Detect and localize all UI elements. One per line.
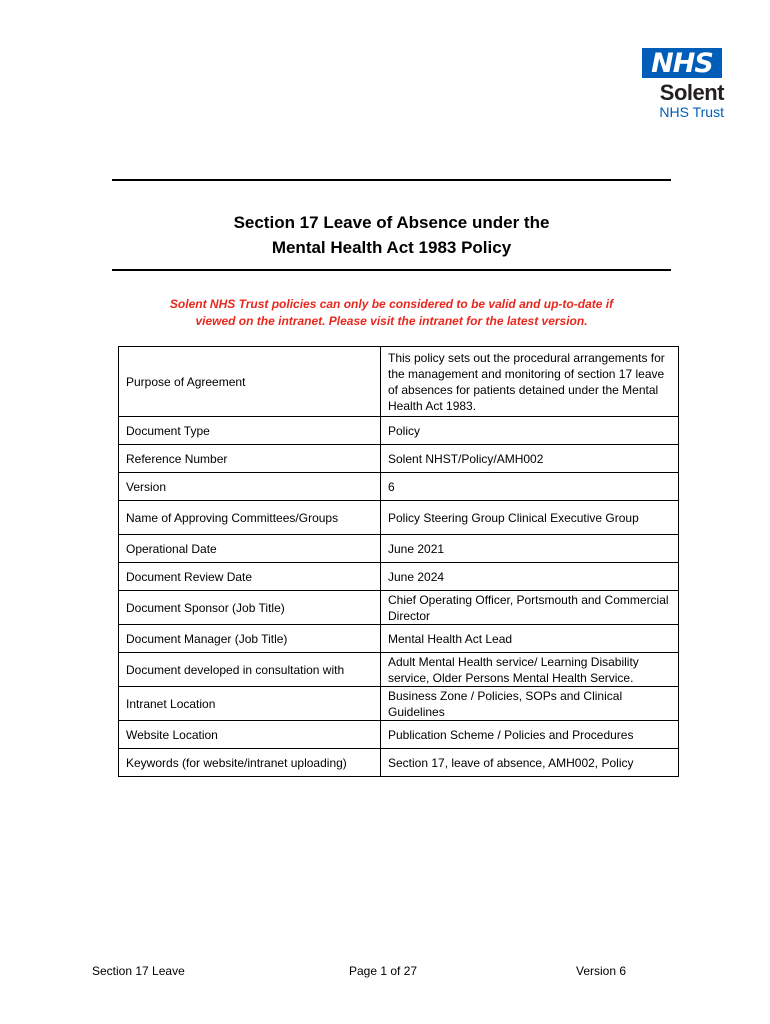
table-cell-label: Website Location	[119, 721, 381, 749]
table-row	[119, 501, 679, 535]
table-row	[119, 687, 679, 721]
table-row	[119, 417, 679, 445]
policy-info-table-body	[119, 347, 679, 777]
table-cell-value: Adult Mental Health service/ Learning Disability service, Older Persons Mental Health Service.	[381, 653, 679, 687]
nhs-logo-mark: NHS	[642, 48, 722, 78]
intranet-notice	[112, 296, 671, 330]
table-cell-label: Document Review Date	[119, 563, 381, 591]
footer-page-number: Page 1 of 27	[349, 964, 418, 978]
table-cell-label: Version	[119, 473, 381, 501]
logo-org-subtitle: NHS Trust	[659, 104, 724, 120]
title-line-2: Mental Health Act 1983 Policy	[271, 238, 512, 257]
table-row	[119, 563, 679, 591]
table-cell-label: Operational Date	[119, 535, 381, 563]
table-cell-label: Purpose of Agreement	[119, 347, 381, 417]
nhs-solent-logo	[640, 48, 724, 120]
table-cell-label: Document developed in consultation with	[119, 653, 381, 687]
table-cell-value: June 2021	[381, 535, 679, 563]
table-row	[119, 535, 679, 563]
table-cell-value: Policy Steering Group Clinical Executive Group	[381, 501, 679, 535]
title-top-rule	[112, 179, 671, 181]
table-cell-value: This policy sets out the procedural arrangements for the management and monitoring of section 17 leave of absences for patients detained under the Mental Health Act 1983.	[381, 347, 679, 417]
table-cell-label: Name of Approving Committees/Groups	[119, 501, 381, 535]
document-title	[112, 210, 671, 260]
title-line-1: Section 17 Leave of Absence under the	[233, 213, 550, 232]
table-cell-label: Document Sponsor (Job Title)	[119, 591, 381, 625]
table-cell-value: Chief Operating Officer, Portsmouth and Commercial Director	[381, 591, 679, 625]
policy-info-table	[118, 346, 679, 777]
notice-line-2: viewed on the intranet. Please visit the intranet for the latest version.	[195, 314, 588, 328]
table-cell-value: Section 17, leave of absence, AMH002, Policy	[381, 749, 679, 777]
table-row	[119, 749, 679, 777]
table-cell-value: Mental Health Act Lead	[381, 625, 679, 653]
table-row	[119, 591, 679, 625]
table-cell-value: Solent NHST/Policy/AMH002	[381, 445, 679, 473]
table-row	[119, 625, 679, 653]
table-cell-label: Reference Number	[119, 445, 381, 473]
table-cell-label: Intranet Location	[119, 687, 381, 721]
table-cell-value: 6	[381, 473, 679, 501]
footer-document-name: Section 17 Leave	[92, 964, 185, 978]
table-cell-label: Keywords (for website/intranet uploading)	[119, 749, 381, 777]
table-row	[119, 721, 679, 749]
table-row	[119, 445, 679, 473]
logo-org-name: Solent	[659, 80, 724, 105]
table-row	[119, 653, 679, 687]
table-cell-value: Business Zone / Policies, SOPs and Clinical Guidelines	[381, 687, 679, 721]
table-row	[119, 473, 679, 501]
table-cell-label: Document Type	[119, 417, 381, 445]
table-cell-value: Policy	[381, 417, 679, 445]
table-cell-value: Publication Scheme / Policies and Procedures	[381, 721, 679, 749]
table-cell-value: June 2024	[381, 563, 679, 591]
title-bottom-rule	[112, 269, 671, 271]
table-cell-label: Document Manager (Job Title)	[119, 625, 381, 653]
notice-line-1: Solent NHS Trust policies can only be considered to be valid and up-to-date if	[169, 297, 614, 311]
footer-version: Version 6	[576, 964, 627, 978]
table-row	[119, 347, 679, 417]
